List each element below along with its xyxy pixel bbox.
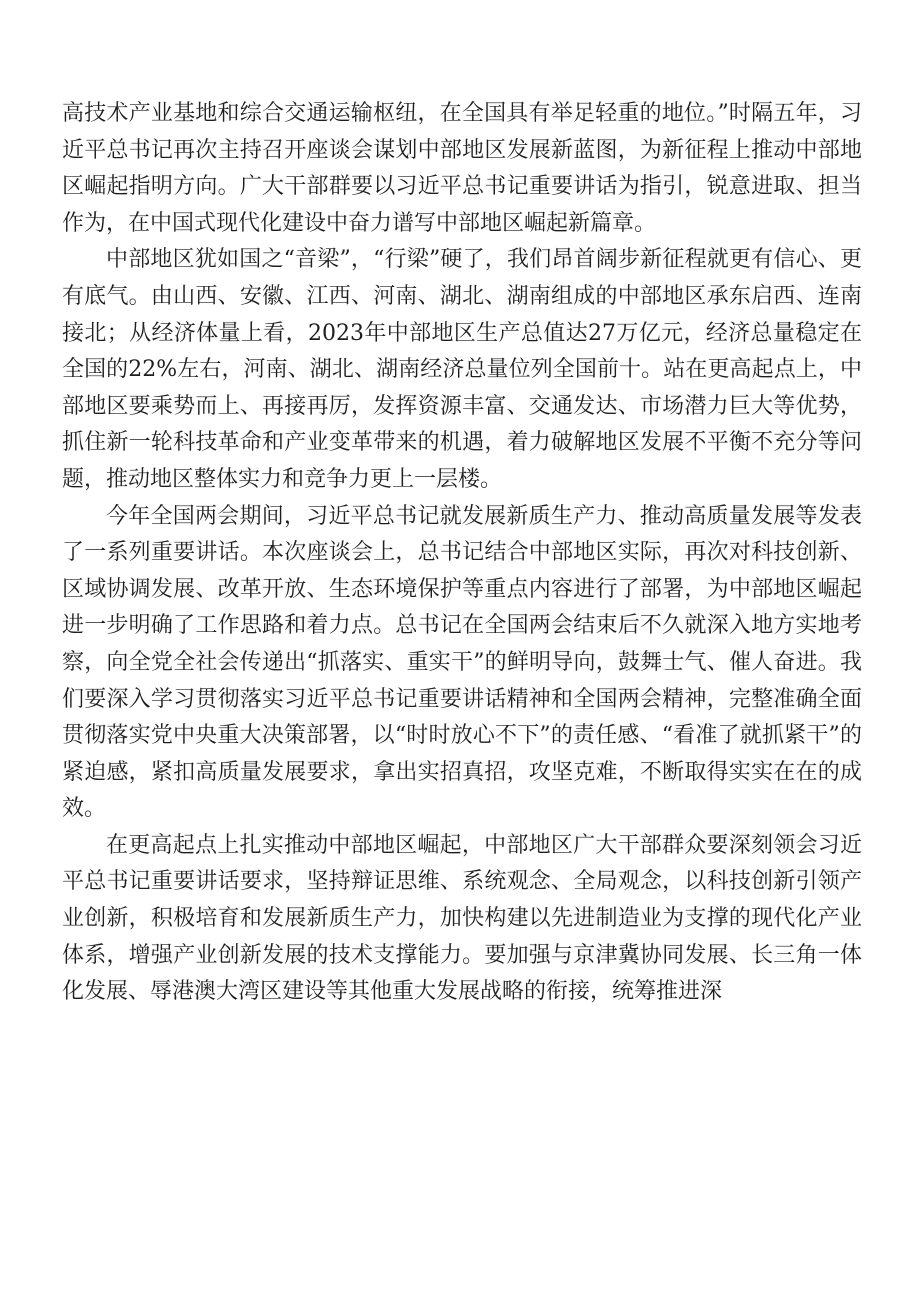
paragraph-higher-starting-point: 在更高起点上扎实推动中部地区崛起，中部地区广大干部群众要深刻领会习近平总书记重要讲话要求，坚持辩证思维、系统观念、全局观念，以科技创新引领产业创新，积极培育和发展新质生产力，加快构建以先进制造业为支撑的现代化产业体系，增强产业创新发展的技术支撑能力。要加强与京津冀协同发展、长三角一体化发展、辱港澳大湾区建设等其他重大发展战略的衔接，统筹推进深 bbox=[62, 832, 862, 1005]
document-body bbox=[62, 96, 862, 1011]
paragraph-two-sessions: 今年全国两会期间，习近平总书记就发展新质生产力、推动高质量发展等发表了一系列重要讲话。本次座谈会上，总书记结合中部地区实际，再次对科技创新、区域协调发展、改革开放、生态环境保护等重点内容进行了部署，为中部地区崛起进一步明确了工作思路和着力点。总书记在全国两会结束后不久就深入地方实地考察，向全党全社会传递出“抓落实、重实干”的鲜明导向，鼓舞士气、催人奋进。我们要深入学习贯彻落实习近平总书记重要讲话精神和全国两会精神，完整准确全面贯彻落实党中央重大决策部署，以“时时放心不下”的责任感、“看准了就抓紧干”的紧迫感，紧扣高质量发展要求，拿出实招真招，攻坚克难，不断取得实实在在的成效。 bbox=[62, 503, 862, 822]
paragraph-continuation: 高技术产业基地和综合交通运输枢纽，在全国具有举足轻重的地位。”时隔五年，习近平总书记再次主持召开座谈会谋划中部地区发展新蓝图，为新征程上推动中部地区崛起指明方向。广大干部群要以习近平总书记重要讲话为指引，锐意进取、担当作为，在中国式现代化建设中奋力谱写中部地区崛起新篇章。 bbox=[62, 101, 862, 236]
paragraph-central-region-role: 中部地区犹如国之“音梁”，“行梁”硬了，我们昂首阔步新征程就更有信心、更有底气。由山西、安徽、江西、河南、湖北、湖南组成的中部地区承东启西、连南接北；从经济体量上看，2023年中部地区生产总值达27万亿元，经济总量稳定在全国的22%左右，河南、湖北、湖南经济总量位列全国前十。站在更高起点上，中部地区要乘势而上、再接再厉，发挥资源丰富、交通发达、市场潜力巨大等优势，抓住新一轮科技革命和产业变革带来的机遇，着力破解地区发展不平衡不充分等问题，推动地区整体实力和竞争力更上一层楼。 bbox=[62, 247, 862, 492]
